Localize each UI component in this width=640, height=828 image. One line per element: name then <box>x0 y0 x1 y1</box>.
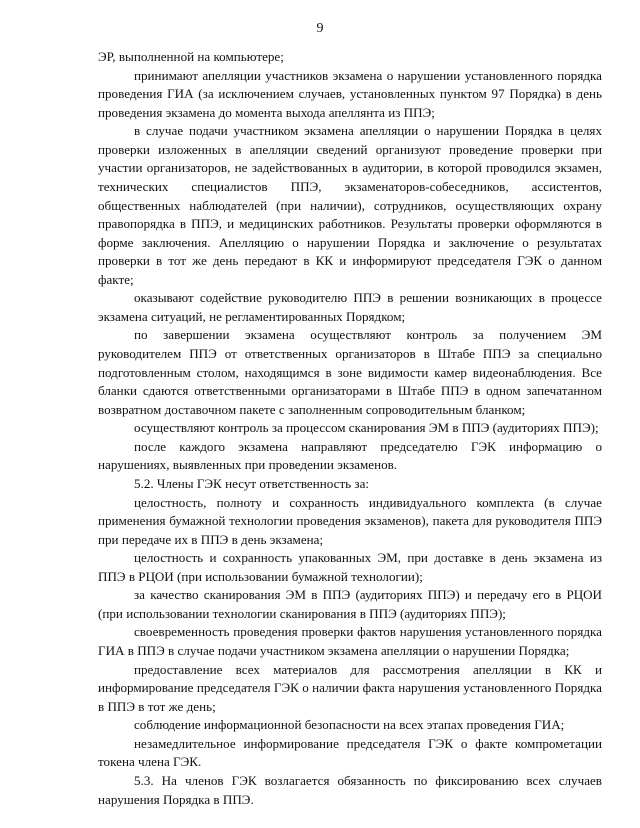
paragraph-integrity-kit: целостность, полноту и сохранность индивидуального комплекта (в случае применения бумажной технологии проведения экзаменов), пакета для руководителя ППЭ при передаче их в ППЭ в день экзамена; <box>98 494 602 547</box>
paragraph-accept-appeals: принимают апелляции участников экзамена о нарушении установленного порядка проведения ГИА (за исключением случаев, установленных пунктом 97 Порядка) в день проведения экзамена до момента выхода апеллянта из ППЭ; <box>98 67 602 120</box>
page-number: 9 <box>316 21 324 36</box>
section-heading-5-2: 5.2. Члены ГЭК несут ответственность за: <box>134 475 370 491</box>
paragraph-ep-continuation: ЭР, выполненной на компьютере; <box>98 49 284 64</box>
paragraph-report-violations: после каждого экзамена направляют председателю ГЭК информацию о нарушениях, выявленных при проведении экзаменов. <box>98 438 602 473</box>
paragraph-token-compromise: незамедлительное информирование председателя ГЭК о факте компрометации токена члена ГЭК. <box>98 735 602 770</box>
section-5-3: 5.3. На членов ГЭК возлагается обязанность по фиксированию всех случаев нарушения Порядка в ППЭ. <box>98 772 602 807</box>
document-body <box>98 48 602 809</box>
paragraph-appeal-check: в случае подачи участником экзамена апелляции о нарушении Порядка в целях проверки изложенных в апелляции сведений организуют проведение проверки при участии организаторов, не задействованных в аудитории, в которой проводился экзамен, технических специалистов ППЭ, экзаменаторов-собеседников, ассистентов, общественных наблюдателей (при наличии), сотрудников, осуществляющих охрану правопорядка в ППЭ, и медицинских работников. Результаты проверки оформляются в форме заключения. Апелляцию о нарушении Порядка и заключение о результатах проверки в тот же день передают в КК и информируют председателя ГЭК о данном факте; <box>98 123 602 287</box>
paragraph-scan-quality: за качество сканирования ЭМ в ППЭ (аудиториях ППЭ) и передачу его в РЦОИ (при использовании технологии сканирования в ППЭ (аудиториях ППЭ); <box>98 587 602 621</box>
paragraph-timely-check: своевременность проведения проверки фактов нарушения установленного порядка ГИА в ППЭ в случае подачи участником экзамена апелляции о нарушении Порядка; <box>98 624 602 658</box>
paragraph-control-materials: по завершении экзамена осуществляют контроль за получением ЭМ руководителем ППЭ от ответственных организаторов в Штабе ППЭ за специально подготовленным столом, находящимся в зоне видимости камер видеонаблюдения. Все бланки сдаются ответственными организаторами в Штабе ППЭ в одном запечатанном возвратном доставочном пакете с заполненным сопроводительным бланком; <box>98 327 602 417</box>
paragraph-control-scanning: осуществляют контроль за процессом сканирования ЭМ в ППЭ (аудиториях ППЭ); <box>134 420 599 436</box>
paragraph-provide-materials: предоставление всех материалов для рассмотрения апелляции в КК и информирование председателя ГЭК о наличии факта нарушения установленного Порядка в ППЭ в тот же день; <box>98 661 602 714</box>
paragraph-assist-head: оказывают содействие руководителю ППЭ в решении возникающих в процессе экзамена ситуаций, не регламентированных Порядком; <box>98 290 602 324</box>
paragraph-info-security: соблюдение информационной безопасности на всех этапах проведения ГИА; <box>134 717 565 733</box>
paragraph-integrity-packed: целостность и сохранность упакованных ЭМ, при доставке в день экзамена из ППЭ в РЦОИ (при использовании бумажной технологии); <box>98 550 602 584</box>
